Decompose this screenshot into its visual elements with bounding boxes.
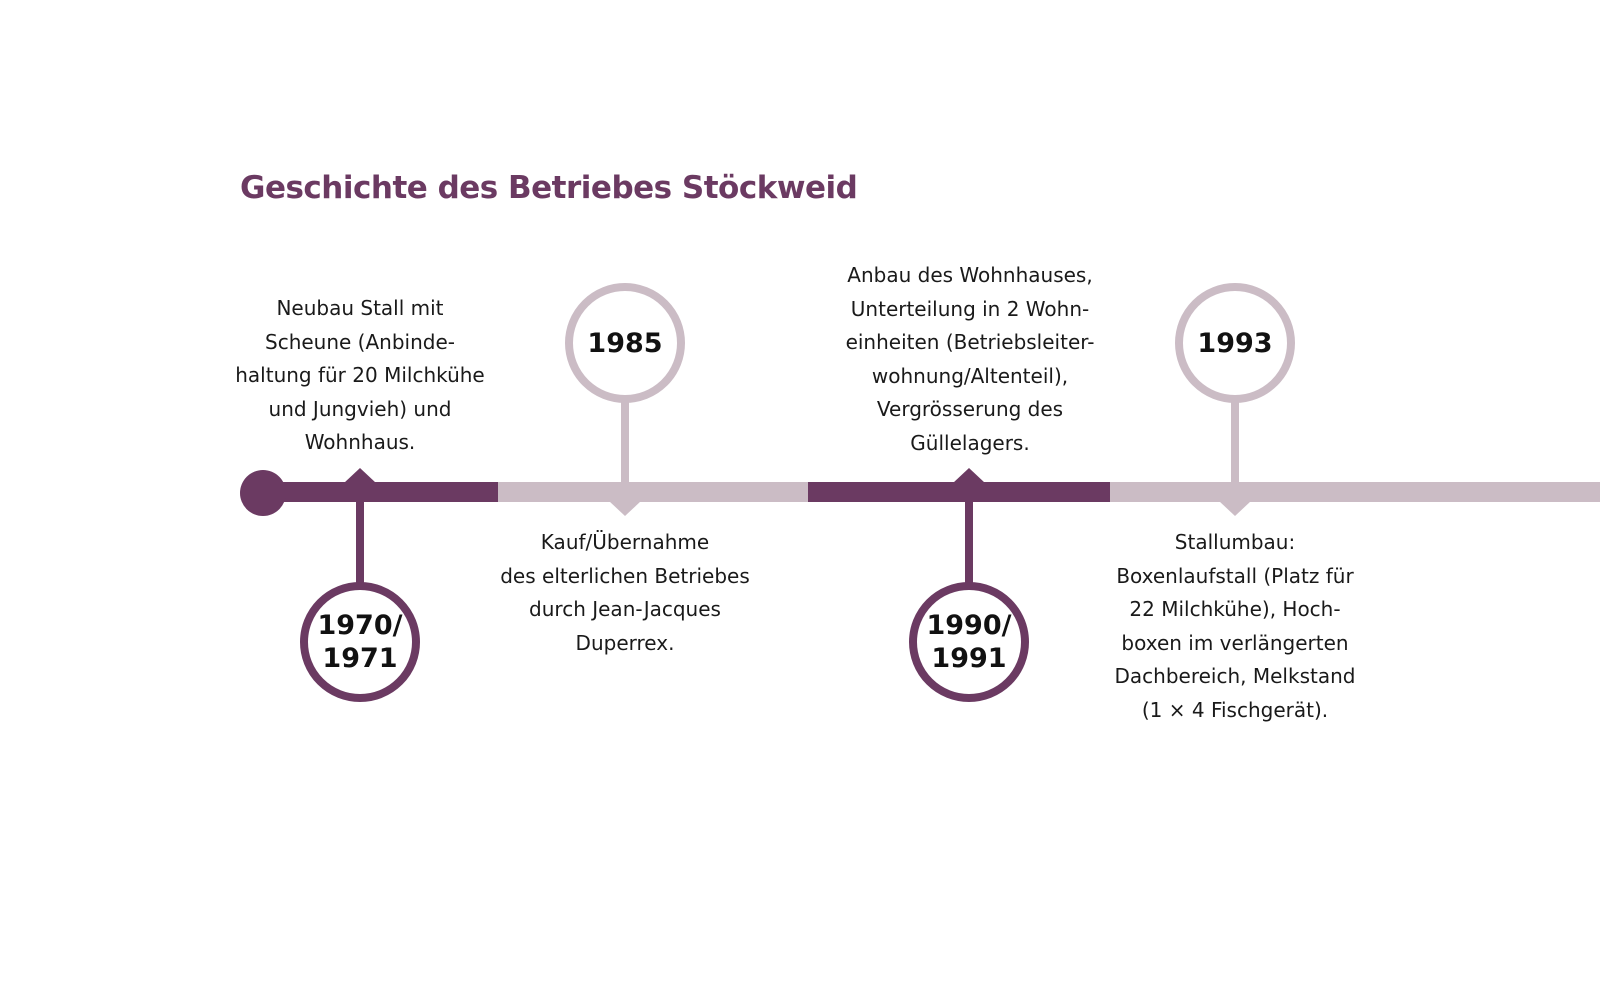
event-year-1993: 1993	[1175, 283, 1295, 403]
timeline-start-dot	[240, 470, 286, 516]
event-pointer-1993	[1219, 501, 1251, 516]
timeline-segment-1990	[808, 482, 1110, 502]
event-year-1985: 1985	[565, 283, 685, 403]
event-year-1970: 1970/ 1971	[300, 582, 420, 702]
event-stem-1985	[621, 400, 629, 484]
timeline-segment-1970	[262, 482, 498, 502]
event-stem-1990	[965, 500, 973, 586]
event-pointer-1990	[953, 468, 985, 483]
timeline-segment-1993	[1110, 482, 1600, 502]
event-stem-1970	[356, 500, 364, 586]
event-pointer-1970	[344, 468, 376, 483]
event-stem-1993	[1231, 400, 1239, 484]
event-description-1970: Neubau Stall mit Scheune (Anbinde- haltung für 20 Milchkühe und Jungvieh) und Wohnhaus.	[235, 296, 485, 454]
event-year-1990: 1990/ 1991	[909, 582, 1029, 702]
event-description-1990: Anbau des Wohnhauses, Unterteilung in 2 Wohn- einheiten (Betriebsleiter- wohnung/Altenteil), Vergrösserung des Güllelagers.	[845, 263, 1095, 455]
timeline-segment-1985	[498, 482, 808, 502]
event-description-1993: Stallumbau: Boxenlaufstall (Platz für 22 Milchkühe), Hoch- boxen im verlängerten Dachbereich, Melkstand (1 × 4 Fischgerät).	[1114, 530, 1356, 722]
event-description-1985: Kauf/Übernahme des elterlichen Betriebes durch Jean-Jacques Duperrex.	[500, 530, 750, 655]
page-title: Geschichte des Betriebes Stöckweid	[240, 170, 858, 206]
event-pointer-1985	[609, 501, 641, 516]
